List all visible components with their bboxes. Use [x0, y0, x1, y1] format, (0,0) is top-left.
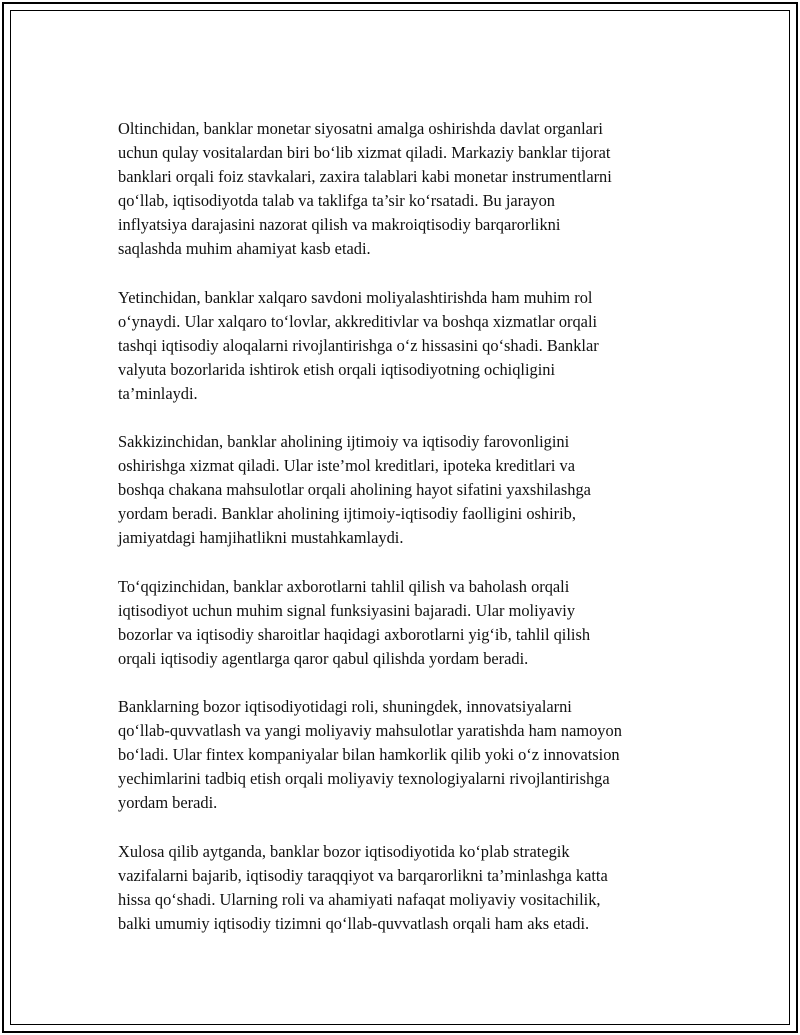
- paragraph-toqqizinchidan: To‘qqizinchidan, banklar axborotlarni tahlil qilish va baholash orqali iqtisodiyot uchun muhim signal funksiyasini bajaradi. Ular moliyaviy bozorlar va iqtisodiy sharoitlar haqidagi axborotlarni yig‘ib, tahlil qilish orqali iqtisodiy agentlarga qaror qabul qilishda yordam beradi.: [118, 576, 591, 668]
- document-body: [118, 117, 693, 936]
- paragraph-yetinchidan: Yetinchidan, banklar xalqaro savdoni moliyalashtirishda ham muhim rol o‘ynaydi. Ular xalqaro to‘lovlar, akkreditivlar va boshqa xizmatlar orqali tashqi iqtisodiy aloqalarni rivojlantirishga o‘z hissasini qo‘shadi. Banklar valyuta bozorlarida ishtirok etish orqali iqtisodiyotning ochiqligini ta’minlaydi.: [118, 287, 599, 403]
- paragraph-xulosa: Xulosa qilib aytganda, banklar bozor iqtisodiyotida ko‘plab strategik vazifalarni bajarib, iqtisodiy taraqqiyot va barqarorlikni ta’minlashga katta hissa qo‘shadi. Ularning roli va ahamiyati nafaqat moliyaviy vositachilik, balki umumiy iqtisodiy tizimni qo‘llab-quvvatlash orqali ham aks etadi.: [118, 841, 608, 933]
- paragraph-sakkizinchidan: Sakkizinchidan, banklar aholining ijtimoiy va iqtisodiy farovonligini oshirishga xizmat qiladi. Ular iste’mol kreditlari, ipoteka kreditlari va boshqa chakana mahsulotlar orqali aholining hayot sifatini yaxshilashga yordam beradi. Banklar aholining ijtimoiy-iqtisodiy faolligini oshirib, jamiyatdagi hamjihatlikni mustahkamlaydi.: [118, 432, 591, 547]
- paragraph-innovatsiyalar: Banklarning bozor iqtisodiyotidagi roli, shuningdek, innovatsiyalarni qo‘llab-quvvatlash va yangi moliyaviy mahsulotlar yaratishda ham namoyon bo‘ladi. Ular fintex kompaniyalar bilan hamkorlik qilib yoki o‘z innovatsion yechimlarini tadbiq etish orqali moliyaviy texnologiyalarni rivojlantirishga yordam beradi.: [118, 697, 622, 812]
- paragraph-oltinchidan: Oltinchidan, banklar monetar siyosatni amalga oshirishda davlat organlari uchun qulay vositalardan biri bo‘lib xizmat qiladi. Markaziy banklar tijorat banklari orqali foiz stavkalari, zaxira talablari kabi monetar instrumentlarni qo‘llab, iqtisodiyotda talab va taklifga ta’sir ko‘rsatadi. Bu jarayon inflyatsiya darajasini nazorat qilish va makroiqtisodiy barqarorlikni saqlashda muhim ahamiyat kasb etadi.: [118, 119, 612, 258]
